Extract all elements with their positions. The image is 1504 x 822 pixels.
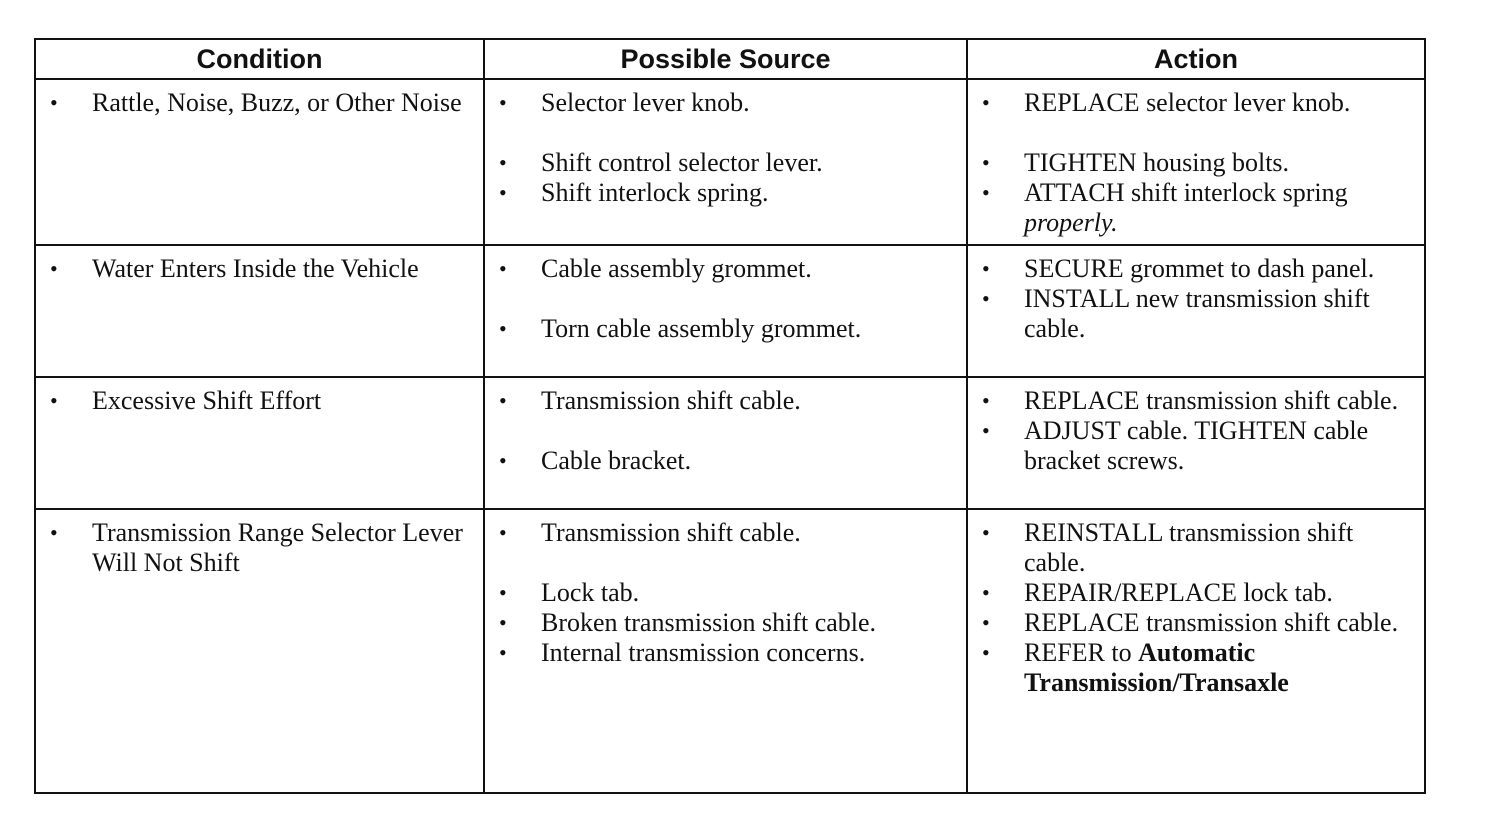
header-row (35, 39, 1425, 79)
condition-item: • Rattle, Noise, Buzz, or Other Noise (50, 88, 473, 118)
action-text: ATTACH shift interlock spring (1024, 178, 1348, 207)
source-item: • Broken transmission shift cable. (499, 608, 956, 638)
source-item: • Transmission shift cable. (499, 386, 956, 416)
refer-prefix: REFER to (1024, 638, 1132, 667)
source-list (499, 386, 956, 476)
condition-list (50, 254, 473, 284)
action-item: • REPAIR/REPLACE lock tab. (982, 578, 1414, 608)
condition-cell (35, 377, 484, 509)
source-list (499, 254, 956, 344)
diagnosis-table (34, 38, 1426, 794)
action-item: • ADJUST cable. TIGHTEN cable bracket screws. (982, 416, 1414, 476)
condition-item: • Water Enters Inside the Vehicle (50, 254, 473, 284)
action-item: • TIGHTEN housing bolts. (982, 148, 1414, 178)
source-item: • Cable bracket. (499, 446, 956, 476)
action-cell (967, 245, 1425, 377)
condition-item: • Excessive Shift Effort (50, 386, 473, 416)
action-item: • SECURE grommet to dash panel. (982, 254, 1414, 284)
table-row (35, 245, 1425, 377)
source-item: • Shift interlock spring. (499, 178, 956, 208)
header-action: Action (967, 39, 1425, 79)
source-item: • Shift control selector lever. (499, 148, 956, 178)
source-item: • Transmission shift cable. (499, 518, 956, 548)
source-list (499, 88, 956, 208)
action-emphasis: properly. (1024, 208, 1118, 237)
action-item: • REINSTALL transmission shift cable. (982, 518, 1414, 578)
source-cell (484, 245, 967, 377)
condition-list (50, 88, 473, 118)
action-item: • REPLACE transmission shift cable. (982, 608, 1414, 638)
action-item: • REPLACE selector lever knob. (982, 88, 1414, 118)
action-item: • REPLACE transmission shift cable. (982, 386, 1414, 416)
table-row (35, 79, 1425, 245)
source-item: • Internal transmission concerns. (499, 638, 956, 668)
condition-cell (35, 79, 484, 245)
action-cell (967, 377, 1425, 509)
refer-target: Automatic Transmission/Transaxle (1024, 638, 1289, 697)
condition-list (50, 518, 473, 578)
condition-cell (35, 245, 484, 377)
action-item (982, 178, 1414, 238)
source-item: • Selector lever knob. (499, 88, 956, 118)
header-condition: Condition (35, 39, 484, 79)
source-item: • Lock tab. (499, 578, 956, 608)
condition-list (50, 386, 473, 416)
condition-cell (35, 509, 484, 793)
table-row (35, 509, 1425, 793)
condition-item: • Transmission Range Selector Lever Will Not Shift (50, 518, 473, 578)
action-list (982, 88, 1414, 238)
source-item: • Torn cable assembly grommet. (499, 314, 956, 344)
source-cell (484, 377, 967, 509)
header-possible-source: Possible Source (484, 39, 967, 79)
action-cell (967, 79, 1425, 245)
table-row (35, 377, 1425, 509)
action-item (982, 638, 1414, 698)
source-item: • Cable assembly grommet. (499, 254, 956, 284)
source-list (499, 518, 956, 668)
source-cell (484, 509, 967, 793)
action-list (982, 386, 1414, 476)
action-list (982, 518, 1414, 698)
action-list (982, 254, 1414, 344)
action-cell (967, 509, 1425, 793)
action-item: • INSTALL new transmission shift cable. (982, 284, 1414, 344)
source-cell (484, 79, 967, 245)
